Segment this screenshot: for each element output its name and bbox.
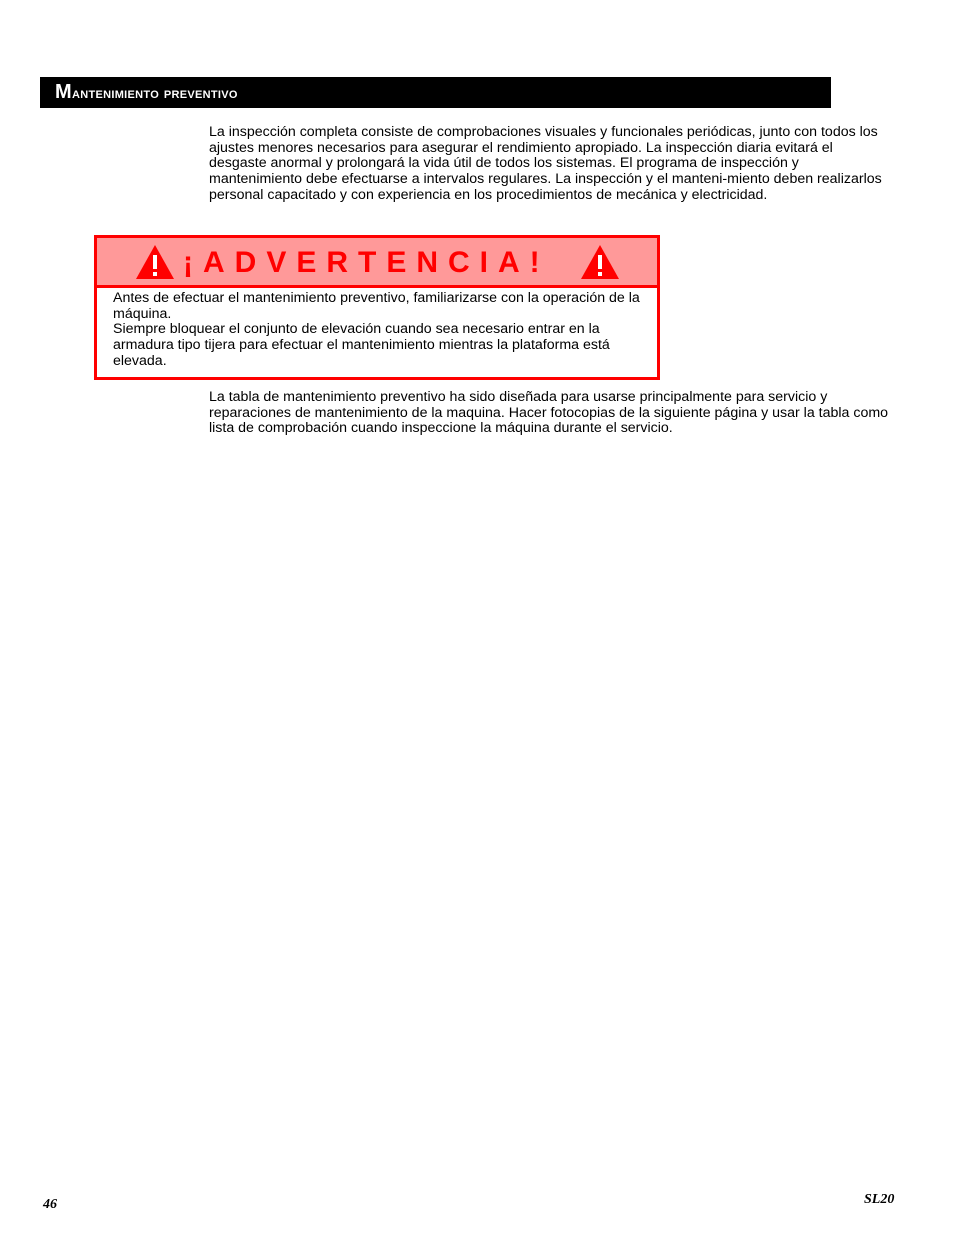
page-number: 46 (43, 1197, 57, 1212)
warning-banner (97, 238, 657, 288)
warning-title: ¡ADVERTENCIA! (183, 246, 550, 279)
intro-paragraph: La inspección completa consiste de comprobaciones visuales y funcionales periódicas, junto con todos los ajustes menores necesarios para asegurar el rendimiento apropiado. La inspección diaria evitará el desgaste anormal y prolongará la vida útil de todos los sistemas. El programa de inspección y mantenimiento debe efectuarse a intervalos regulares. La inspección y el manteni-miento deben realizarlos personal capacitado y con experiencia en los procedimientos de mecánica y electricidad. (209, 124, 882, 203)
section-title (40, 77, 831, 108)
section-title-initial: M (55, 81, 72, 103)
warning-body (113, 291, 648, 370)
warning-line: Siempre bloquear el conjunto de elevación cuando sea necesario entrar en la armadura tipo tijera para efectuar el mantenimiento mientras la plataforma está elevada. (113, 321, 610, 369)
warning-line: Antes de efectuar el mantenimiento preventivo, familiarizarse con la operación de la máquina. (113, 290, 640, 322)
warning-triangle-icon (580, 244, 620, 280)
warning-box (94, 235, 660, 380)
closing-paragraph: La tabla de mantenimiento preventivo ha sido diseñada para usarse principalmente para servicio y reparaciones de mantenimiento de la maquina. Hacer fotocopias de la siguiente página y usar la tabla como lista de comprobación cuando inspeccione la máquina durante el servicio. (209, 389, 889, 437)
section-title-rest: antenimiento preventivo (71, 85, 238, 102)
warning-triangle-icon (135, 244, 175, 280)
model-name: SL20 (864, 1192, 895, 1207)
